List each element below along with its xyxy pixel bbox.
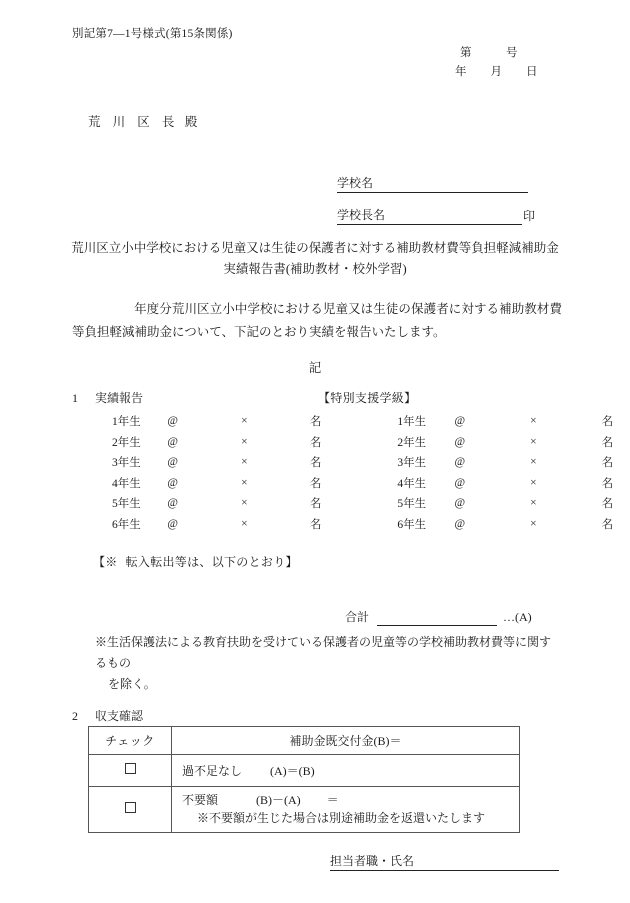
balance-confirmation-table bbox=[88, 726, 520, 833]
staff-name-input-rule[interactable] bbox=[414, 857, 559, 871]
grade-label-left: 1年生 bbox=[112, 416, 141, 429]
multiply-left: × bbox=[241, 456, 248, 469]
addressee bbox=[88, 112, 202, 130]
unneeded-amount-equals: ＝ bbox=[326, 793, 339, 807]
table-row[interactable] bbox=[89, 755, 520, 787]
section-2-heading bbox=[72, 707, 143, 724]
unit-price-left[interactable]: @ bbox=[167, 497, 178, 510]
multiply-left: × bbox=[241, 476, 248, 489]
section-1-title: 実績報告 bbox=[95, 391, 144, 405]
grade-label-right: 3年生 bbox=[397, 457, 427, 470]
transfer-note-body: 転入転出等は、以下のとおり】 bbox=[125, 555, 298, 569]
header-granted-amount: 補助金既交付金(B)＝ bbox=[172, 727, 520, 755]
form-number: 別記第7―1号様式(第15条関係) bbox=[72, 28, 233, 40]
multiply-left: × bbox=[241, 497, 248, 510]
school-name-field[interactable] bbox=[337, 174, 528, 193]
grade-label-left: 4年生 bbox=[112, 477, 141, 490]
exclusion-note-line-1: ※生活保護法による教育扶助を受けている保護者の児童等の学校補助教材費等に関するもの bbox=[95, 635, 552, 670]
principal-name-field[interactable] bbox=[337, 206, 535, 225]
unit-price-right[interactable]: @ bbox=[454, 456, 466, 469]
count-unit-right[interactable]: 名 bbox=[601, 518, 614, 531]
unit-price-right[interactable]: @ bbox=[454, 435, 466, 448]
no-difference-label: 過不足なし bbox=[182, 763, 243, 778]
special-class-heading: 【特別支援学級】 bbox=[318, 391, 417, 405]
document-title bbox=[0, 238, 630, 280]
table-row[interactable] bbox=[112, 473, 630, 494]
count-unit-left[interactable]: 名 bbox=[309, 457, 322, 470]
multiply-left: × bbox=[241, 517, 248, 530]
table-row[interactable] bbox=[89, 787, 520, 833]
grade-label-left: 5年生 bbox=[112, 498, 141, 511]
no-difference-formula: (A)＝(B) bbox=[270, 763, 315, 778]
multiply-left: × bbox=[241, 415, 248, 428]
principal-name-label: 学校長名 bbox=[337, 206, 385, 225]
section-1-heading bbox=[72, 389, 143, 406]
count-unit-right[interactable]: 名 bbox=[601, 498, 614, 511]
section-2-number: 2 bbox=[72, 709, 78, 723]
unit-price-left[interactable]: @ bbox=[167, 435, 178, 448]
body-paragraph bbox=[72, 298, 562, 344]
document-number-line bbox=[460, 44, 518, 60]
unneeded-amount-formula: (B)－(A) bbox=[256, 793, 301, 807]
checkbox-cell-unneeded-amount[interactable] bbox=[89, 787, 172, 833]
unit-price-right[interactable]: @ bbox=[454, 415, 466, 428]
multiply-right: × bbox=[530, 435, 537, 448]
count-unit-right[interactable]: 名 bbox=[601, 477, 614, 490]
grade-entry-table bbox=[112, 411, 630, 534]
addressee-name: 荒 川 区 長 bbox=[88, 115, 179, 129]
document-date-line bbox=[455, 63, 538, 79]
document-number-label: 第 bbox=[460, 47, 472, 59]
addressee-honorific: 殿 bbox=[184, 115, 202, 129]
table-header-row bbox=[89, 727, 520, 755]
grade-label-left: 6年生 bbox=[112, 518, 141, 531]
count-unit-left[interactable]: 名 bbox=[309, 498, 322, 511]
principal-name-input-rule[interactable] bbox=[385, 211, 522, 225]
staff-name-field[interactable] bbox=[330, 852, 559, 871]
multiply-right: × bbox=[530, 497, 537, 510]
unit-price-left[interactable]: @ bbox=[167, 476, 178, 489]
date-day-label: 日 bbox=[526, 66, 538, 78]
kiji-marker: 記 bbox=[308, 361, 322, 375]
count-unit-right[interactable]: 名 bbox=[601, 416, 614, 429]
section-2-title: 収支確認 bbox=[95, 709, 144, 723]
date-year-label: 年 bbox=[455, 66, 467, 78]
table-row[interactable] bbox=[112, 514, 630, 535]
staff-name-label: 担当者職・氏名 bbox=[330, 852, 414, 871]
checkbox-cell-no-difference[interactable] bbox=[89, 755, 172, 787]
table-row[interactable] bbox=[112, 432, 630, 453]
transfer-note-prefix: 【※ bbox=[93, 555, 118, 569]
count-unit-right[interactable]: 名 bbox=[601, 457, 614, 470]
count-unit-right[interactable]: 名 bbox=[601, 436, 614, 449]
table-row[interactable] bbox=[112, 411, 630, 432]
document-number-suffix: 号 bbox=[506, 47, 518, 59]
school-name-label: 学校名 bbox=[337, 174, 373, 193]
multiply-right: × bbox=[530, 456, 537, 469]
checkbox-icon[interactable] bbox=[125, 763, 136, 774]
unit-price-right[interactable]: @ bbox=[454, 497, 466, 510]
unit-price-left[interactable]: @ bbox=[167, 415, 178, 428]
seal-mark: 印 bbox=[523, 209, 536, 223]
unit-price-right[interactable]: @ bbox=[454, 517, 466, 530]
multiply-left: × bbox=[241, 435, 248, 448]
multiply-right: × bbox=[530, 476, 537, 489]
count-unit-left[interactable]: 名 bbox=[309, 477, 322, 490]
grade-label-right: 1年生 bbox=[397, 416, 427, 429]
grade-label-right: 6年生 bbox=[397, 518, 427, 531]
no-difference-cell bbox=[172, 755, 520, 787]
grade-label-left: 2年生 bbox=[112, 436, 141, 449]
total-amount-field[interactable] bbox=[345, 608, 532, 626]
unneeded-amount-sub-note: ※不要額が生じた場合は別途補助金を返還いたします bbox=[197, 811, 486, 825]
table-row[interactable] bbox=[112, 493, 630, 514]
unit-price-left[interactable]: @ bbox=[167, 456, 178, 469]
total-reference-tag: …(A) bbox=[503, 610, 532, 624]
grade-label-left: 3年生 bbox=[112, 457, 141, 470]
table-row[interactable] bbox=[112, 452, 630, 473]
exclusion-note-line-2: を除く。 bbox=[108, 677, 156, 691]
title-line-1: 荒川区立小中学校における児童又は生徒の保護者に対する補助教材費等負担軽減補助金 bbox=[71, 241, 559, 255]
count-unit-left[interactable]: 名 bbox=[309, 436, 322, 449]
section-1-number: 1 bbox=[72, 391, 78, 405]
transfer-note bbox=[93, 553, 298, 570]
body-paragraph-text: 年度分荒川区立小中学校における児童又は生徒の保護者に対する補助教材費等負担軽減補助金について、下記のとおり実績を報告いたします。 bbox=[72, 302, 562, 339]
unneeded-amount-cell bbox=[172, 787, 520, 833]
date-month-label: 月 bbox=[490, 66, 502, 78]
unneeded-amount-label: 不要額 bbox=[182, 793, 219, 807]
unit-price-right[interactable]: @ bbox=[454, 476, 466, 489]
grade-label-right: 5年生 bbox=[397, 498, 427, 511]
school-name-input-rule[interactable] bbox=[373, 179, 528, 193]
total-input-rule[interactable] bbox=[377, 611, 497, 626]
exclusion-note bbox=[95, 632, 560, 695]
grade-label-right: 2年生 bbox=[397, 436, 427, 449]
total-label: 合計 bbox=[345, 610, 370, 624]
count-unit-left[interactable]: 名 bbox=[309, 518, 322, 531]
unit-price-left[interactable]: @ bbox=[167, 517, 178, 530]
multiply-right: × bbox=[530, 415, 537, 428]
checkbox-icon[interactable] bbox=[125, 802, 136, 813]
multiply-right: × bbox=[530, 517, 537, 530]
title-line-2: 実績報告書(補助教材・校外学習) bbox=[223, 262, 407, 276]
count-unit-left[interactable]: 名 bbox=[309, 416, 322, 429]
grade-label-right: 4年生 bbox=[397, 477, 427, 490]
header-check-column: チェック bbox=[89, 727, 172, 755]
